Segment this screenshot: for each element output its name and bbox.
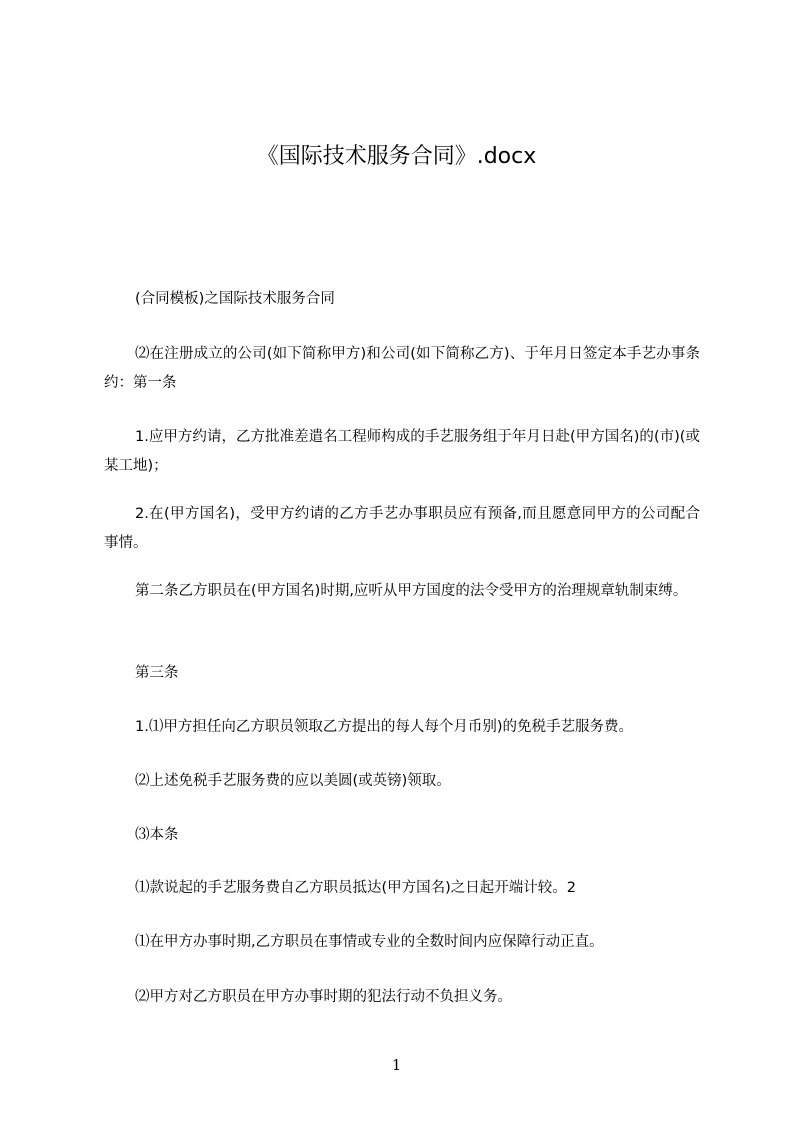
paragraph-clause-3-1-2: ⑵上述免税手艺服务费的应以美圆(或英镑)领取。	[135, 773, 451, 789]
document-title: 《国际技术服务合同》.docx	[256, 144, 537, 169]
paragraph-clause-3-2-2: ⑵甲方对乙方职员在甲方办事时期的犯法行动不负担义务。	[135, 989, 512, 1005]
paragraph-article-2: 第二条乙方职员在(甲方国名)时期,应听从甲方国度的法令受甲方的治理规章轨制束缚。	[135, 583, 688, 599]
paragraph-clause-3-1-3: ⑶本条	[135, 827, 179, 843]
paragraph-clause-1-2: 2.在(甲方国名)，受甲方约请的乙方手艺办事职员应有预备,而且愿意同甲方的公司配合事情。	[104, 506, 700, 551]
page-number: 1	[391, 1056, 402, 1074]
paragraph-clause-1-1: 1.应甲方约请，乙方批准差遣名工程师构成的手艺服务组于年月日赴(甲方国名)的(市)(或某工地)；	[104, 429, 700, 474]
paragraph-clause-3-1-1: 1.⑴甲方担任向乙方职员领取乙方提出的每人每个月币别)的免税手艺服务费。	[135, 719, 633, 735]
paragraph-clause-fee-start: ⑴款说起的手艺服务费自乙方职员抵达(甲方国名)之日起开端计较。2	[135, 880, 577, 896]
paragraph-article-3: 第三条	[135, 665, 179, 681]
paragraph-contract-heading: (合同模板)之国际技术服务合同	[135, 291, 335, 307]
paragraph-clause-3-2-1: ⑴在甲方办事时期,乙方职员在事情或专业的全数时间内应保障行动正直。	[135, 934, 604, 950]
paragraph-parties: ⑵在注册成立的公司(如下简称甲方)和公司(如下简称乙方)、于年月日签定本手艺办事条约：第一条	[104, 346, 700, 391]
